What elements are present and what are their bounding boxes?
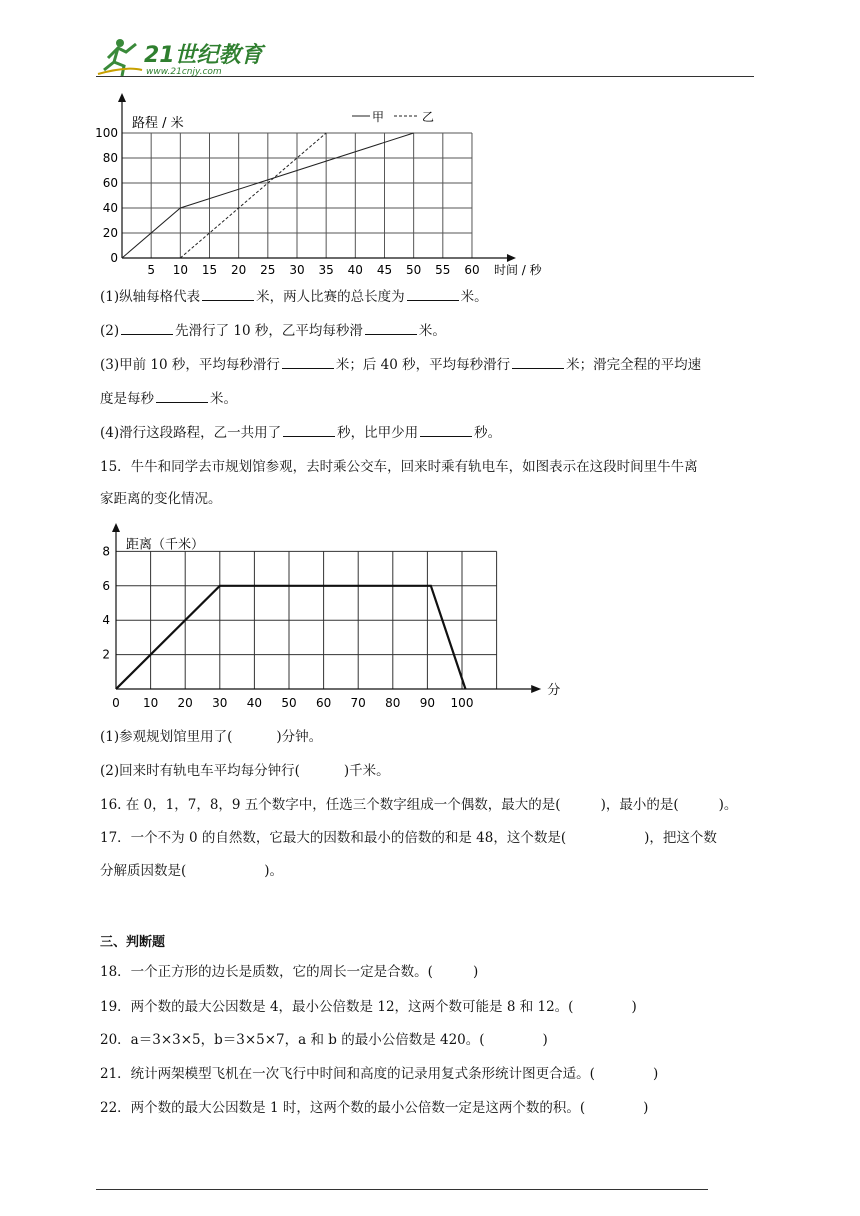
x-tick-label: 80 [385, 696, 401, 710]
header-rule [96, 76, 754, 77]
answer-blank[interactable] [512, 354, 564, 369]
x-tick-label: 60 [464, 263, 480, 277]
judge-q21: 21．统计两架模型飞机在一次飞行中时间和高度的记录用复式条形统计图更合适。( ) [100, 1066, 659, 1082]
y-axis-label: 路程 / 米 [132, 116, 184, 131]
legend-label: 甲 [372, 110, 385, 124]
x-axis-label: 时间 / 秒 [493, 263, 542, 277]
x-tick-label: 20 [231, 263, 247, 277]
x-tick-label: 5 [147, 263, 155, 277]
q15-text-1: 15．牛牛和同学去市规划馆参观，去时乘公交车，回来时乘有轨电车，如图表示在这段时间里牛牛离 [100, 459, 698, 475]
y-axis-arrow [112, 523, 120, 532]
q15-text-2: 家距离的变化情况。 [100, 491, 222, 507]
chart-race-distance [95, 92, 560, 280]
logo-url: www.21cnjy.com [146, 67, 222, 77]
judge-q22: 22．两个数的最大公因数是 1 时，这两个数的最小公倍数一定是这两个数的积。( ) [100, 1100, 649, 1116]
judge-q18: 18．一个正方形的边长是质数，它的周长一定是合数。( ) [100, 964, 479, 980]
y-tick-label: 0 [110, 251, 118, 265]
x-tick-label: 50 [281, 696, 297, 710]
q14-part2: (2) 先滑行了 10 秒，乙平均每秒滑 米。 [100, 320, 446, 341]
site-logo [96, 36, 266, 80]
x-tick-label: 60 [315, 696, 332, 710]
x-tick-label: 50 [406, 263, 422, 277]
judge-q19: 19．两个数的最大公因数是 4，最小公倍数是 12，这两个数可能是 8 和 12。( ) [100, 999, 637, 1015]
answer-blank[interactable] [420, 422, 472, 437]
y-axis-arrow [118, 93, 126, 102]
q15-part2: (2)回来时有轨电车平均每分钟行( )千米。 [100, 763, 390, 779]
y-axis-label: 距离（千米） [126, 537, 205, 553]
q14-part1: (1)纵轴每格代表 米，两人比赛的总长度为 米。 [100, 286, 488, 307]
answer-blank[interactable] [283, 422, 335, 437]
x-tick-label: 25 [260, 263, 276, 277]
answer-blank[interactable] [282, 354, 334, 369]
y-tick-label: 2 [102, 647, 110, 662]
runner-icon [98, 39, 142, 76]
footer-rule [96, 1189, 708, 1190]
q14-part4: (4)滑行这段路程，乙一共用了 秒，比甲少用 秒。 [100, 422, 501, 443]
answer-blank[interactable] [365, 320, 417, 335]
q15-part1: (1)参观规划馆里用了( )分钟。 [100, 729, 323, 745]
q17-text-1: 17．一个不为 0 的自然数，它最大的因数和最小的倍数的和是 48，这个数是( )，把这个数 [100, 830, 717, 846]
x-tick-label: 10 [142, 696, 159, 710]
x-axis-arrow [507, 254, 516, 262]
x-tick-label: 45 [376, 263, 393, 277]
q17-text-2: 分解质因数是( )。 [100, 863, 284, 879]
y-tick-label: 80 [102, 151, 118, 165]
x-tick-label: 100 [450, 696, 474, 710]
chart-distance-from-home [96, 522, 566, 716]
x-tick-label: 10 [172, 263, 188, 277]
y-tick-label: 20 [102, 226, 118, 240]
y-tick-label: 40 [102, 201, 118, 215]
y-tick-label: 6 [102, 578, 110, 593]
x-tick-label: 15 [201, 263, 218, 277]
series-line-乙 [180, 133, 326, 258]
x-tick-label: 90 [419, 696, 436, 710]
x-tick-label: 30 [212, 696, 228, 710]
x-tick-label: 40 [246, 696, 263, 710]
x-axis-arrow [531, 685, 541, 693]
section-heading-judge: 三、判断题 [100, 935, 166, 950]
x-tick-label: 20 [177, 696, 193, 710]
answer-blank[interactable] [407, 286, 459, 301]
answer-blank[interactable] [121, 320, 173, 335]
x-tick-label: 0 [112, 696, 120, 710]
x-axis-label: 分 [547, 683, 561, 698]
y-tick-label: 100 [95, 126, 118, 140]
x-tick-label: 30 [289, 263, 305, 277]
answer-blank[interactable] [202, 286, 254, 301]
y-tick-label: 60 [102, 176, 118, 190]
logo-text: 21世纪教育 [144, 43, 263, 68]
answer-blank[interactable] [156, 388, 208, 403]
judge-q20: 20．a＝3×3×5，b＝3×5×7，a 和 b 的最小公倍数是 420。( ) [100, 1032, 548, 1048]
q16-text: 16. 在 0，1，7，8，9 五个数字中，任选三个数字组成一个偶数，最大的是( )，最小的是( )。 [100, 797, 738, 813]
x-tick-label: 40 [347, 263, 363, 277]
q14-part3-cont: 度是每秒 米。 [100, 388, 237, 409]
x-tick-label: 35 [318, 263, 334, 277]
y-tick-label: 8 [102, 544, 110, 559]
x-tick-label: 55 [435, 263, 451, 277]
legend-label: 乙 [422, 110, 435, 124]
series-line-distance [116, 586, 465, 689]
x-tick-label: 70 [350, 696, 366, 710]
y-tick-label: 4 [102, 613, 110, 628]
q14-part3: (3)甲前 10 秒，平均每秒滑行 米；后 40 秒，平均每秒滑行 米；滑完全程的平均速 [100, 354, 701, 375]
